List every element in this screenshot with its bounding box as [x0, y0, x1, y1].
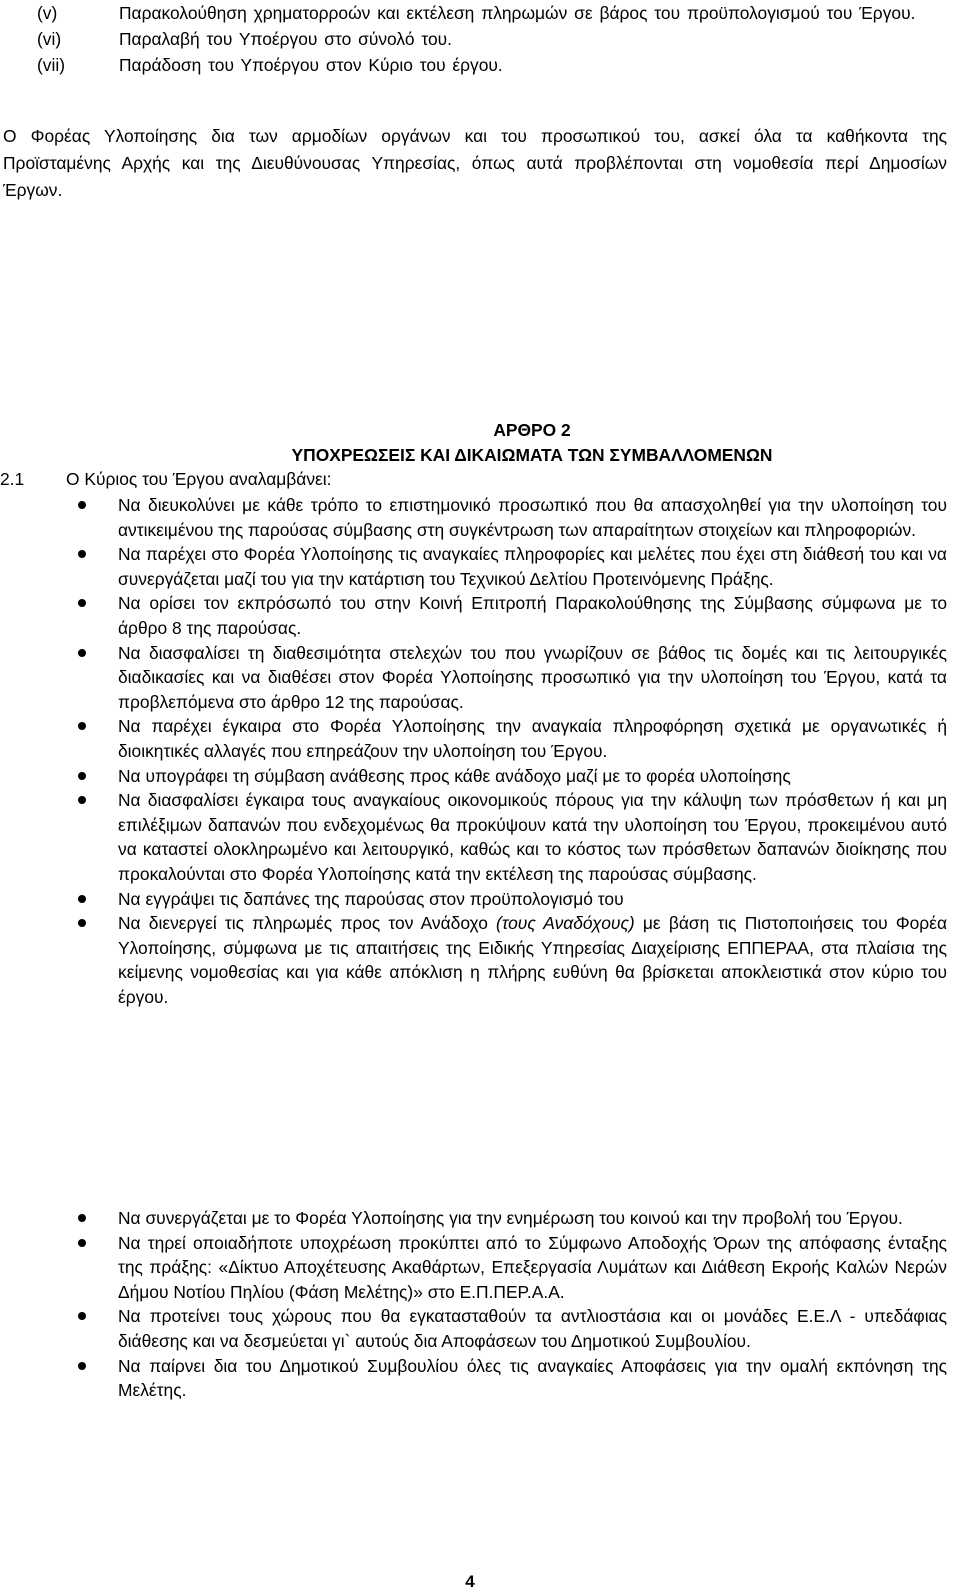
bullet-icon: [0, 591, 118, 640]
list-text: Να διασφαλίσει τη διαθεσιμότητα στελεχών του που γνωρίζουν σε βάθος τις δομές και τις λειτουργικές διαδικασίες και να διαθέσει στον Φορέα Υλοποίησης προσωπικό για την υλοποίηση του Έργου, κατά τα προβλεπόμενα στο άρθρο 12 της παρούσας.: [118, 642, 947, 712]
list-text: Να ορίσει τον εκπρόσωπό του στην Κοινή Επιτροπή Παρακολούθησης της Σύμβασης σύμφωνα με το άρθρο 8 της παρούσας.: [118, 593, 947, 638]
page-number: 4: [465, 1572, 475, 1591]
list-text-italic: (τους Αναδόχους): [496, 913, 635, 934]
list-text: Να συνεργάζεται με το Φορέα Υλοποίησης για την ενημέρωση του κοινού και την προβολή του Έργου.: [118, 1208, 903, 1228]
list-number: (vii): [37, 55, 66, 75]
list-text-part: Να διενεργεί τις πληρωμές προς τον Ανάδοχο: [118, 913, 497, 934]
list-text: Να παρέχει στο Φορέα Υλοποίησης τις αναγκαίες πληροφορίες και μελέτες που έχει στη διάθεσή του και να συνεργάζεται μαζί του για την κατάρτιση του Τεχνικού Δελτίου Προτεινόμενης Πράξης.: [118, 544, 947, 589]
list-text: [118, 911, 947, 1009]
list-item: [0, 788, 947, 886]
list-item: [0, 714, 947, 763]
list-item: [0, 641, 947, 715]
list-text: Παρακολούθηση χρηματορροών και εκτέλεση πληρωμών σε βάρος του προϋπολογισμού του Έργου.: [119, 3, 916, 23]
list-text: Να παρέχει έγκαιρα στο Φορέα Υλοποίησης την αναγκαία πληροφόρηση σχετικά με οργανωτικές ή διοικητικές αλλαγές που επηρεάζουν την υλοποίηση του Έργου.: [118, 716, 947, 761]
list-number: (vi): [37, 29, 62, 49]
bullet-icon: [0, 1231, 118, 1305]
list-item: [0, 1231, 947, 1305]
bullet-icon: [0, 1304, 118, 1353]
list-item: [37, 0, 947, 26]
list-item: [0, 542, 947, 591]
list-text: Να διασφαλίσει έγκαιρα τους αναγκαίους οικονομικούς πόρους για την κάλυψη των πρόσθετων ή και μη επιλέξιμων δαπανών που ενδεχομένως θα προκύψουν κατά την υλοποίηση του Έργου, προκειμένου αυτό να καταστεί ολοκληρωμένο και λειτουργικό, καθώς και το κόστος των πρόσθετων δαπανών διοίκησης που προκαλούνται στο Φορέα Υλοποίησης κατά την εκτέλεση της παρούσας σύμβασης.: [118, 790, 947, 884]
list-item: [0, 911, 947, 1009]
bullet-icon: [0, 1354, 118, 1403]
list-text: Να παίρνει δια του Δημοτικού Συμβουλίου όλες τις αναγκαίες Αποφάσεις για την ομαλή εκπόνηση της Μελέτης.: [118, 1355, 947, 1401]
clause-text: Ο Κύριος του Έργου αναλαμβάνει:: [66, 469, 332, 489]
clause-heading: [0, 467, 947, 492]
bullet-icon: [0, 911, 118, 1009]
bullet-icon: [0, 1206, 118, 1231]
list-text: Να προτείνει τους χώρους που θα εγκατασταθούν τα αντλιοστάσια και οι μονάδες Ε.Ε.Λ - υπεδάφιας διάθεσης και να δεσμεύεται γι` αυτούς δια Αποφάσεων του Δημοτικού Συμβουλίου.: [118, 1306, 947, 1351]
bullet-icon: [0, 641, 118, 715]
list-text: Παραλαβή του Υποέργου στο σύνολό του.: [119, 29, 452, 49]
intro-paragraph: Ο Φορέας Υλοποίησης δια των αρμοδίων οργάνων και του προσωπικού του, ασκεί όλα τα καθήκοντα της Προϊσταμένης Αρχής και της Διευθύνουσας Υπηρεσίας, όπως αυτά προβλέπονται στη νομοθεσία περί Δημοσίων Έργων.: [3, 126, 947, 200]
bullet-icon: [0, 764, 118, 789]
bullet-icon: [0, 493, 118, 542]
bullet-icon: [0, 788, 118, 886]
list-item: [0, 1304, 947, 1353]
list-item: [0, 887, 947, 912]
article-subtitle: ΥΠΟΧΡΕΩΣΕΙΣ ΚΑΙ ΔΙΚΑΙΩΜΑΤΑ ΤΩΝ ΣΥΜΒΑΛΛΟΜΕΝΩΝ: [291, 445, 773, 465]
bullet-icon: [0, 714, 118, 763]
list-number: (v): [37, 3, 58, 23]
obligations-list: [0, 493, 947, 1009]
list-item: [0, 764, 947, 789]
bullet-icon: [0, 542, 118, 591]
list-text: Να τηρεί οποιαδήποτε υποχρέωση προκύπτει από το Σύμφωνο Αποδοχής Όρων της απόφασης ένταξης της πράξης: «Δίκτυο Αποχέτευσης Ακαθάρτων, Επεξεργασία Λυμάτων και Διάθεση Εκροής Καλών Νερών Δήμου Νοτίου Πηλίου (Φάση Μελέτης)» στο Ε.Π.ΠΕΡ.Α.Α.: [118, 1232, 947, 1302]
roman-list: [37, 0, 947, 78]
list-text: Παράδοση του Υποέργου στον Κύριο του έργου.: [119, 55, 503, 75]
list-text-part: με βάση τις Πιστοποιήσεις του Φορέα Υλοποίησης, σύμφωνα με τις απαιτήσεις της Ειδικής Υπηρεσίας Διαχείρισης ΕΠΠΕΡΑΑ, στα πλαίσια της κείμενης νομοθεσίας και για κάθε απόκλιση η πλήρης ευθύνη θα βρίσκεται αποκλειστικά στον κύριο του έργου.: [118, 913, 947, 1007]
obligations-list-continued: [0, 1206, 947, 1403]
list-item: [0, 591, 947, 640]
clause-number: 2.1: [0, 469, 25, 489]
list-item: [0, 1354, 947, 1403]
list-text: Να εγγράψει τις δαπάνες της παρούσας στον προϋπολογισμό του: [118, 888, 624, 909]
list-item: [37, 26, 947, 52]
list-text: Να διευκολύνει με κάθε τρόπο το επιστημονικό προσωπικό που θα απασχοληθεί για την υλοποίηση του αντικειμένου της παρούσας σύμβασης στη συγκέντρωση των απαραίτητων στοιχείων και πληροφοριών.: [118, 495, 947, 540]
list-text: Να υπογράφει τη σύμβαση ανάθεσης προς κάθε ανάδοχο μαζί με το φορέα υλοποίησης: [118, 765, 791, 786]
list-item: [0, 1206, 947, 1231]
bullet-icon: [0, 887, 118, 912]
article-title: ΑΡΘΡΟ 2: [493, 420, 571, 440]
list-item: [0, 493, 947, 542]
list-item: [37, 52, 947, 78]
